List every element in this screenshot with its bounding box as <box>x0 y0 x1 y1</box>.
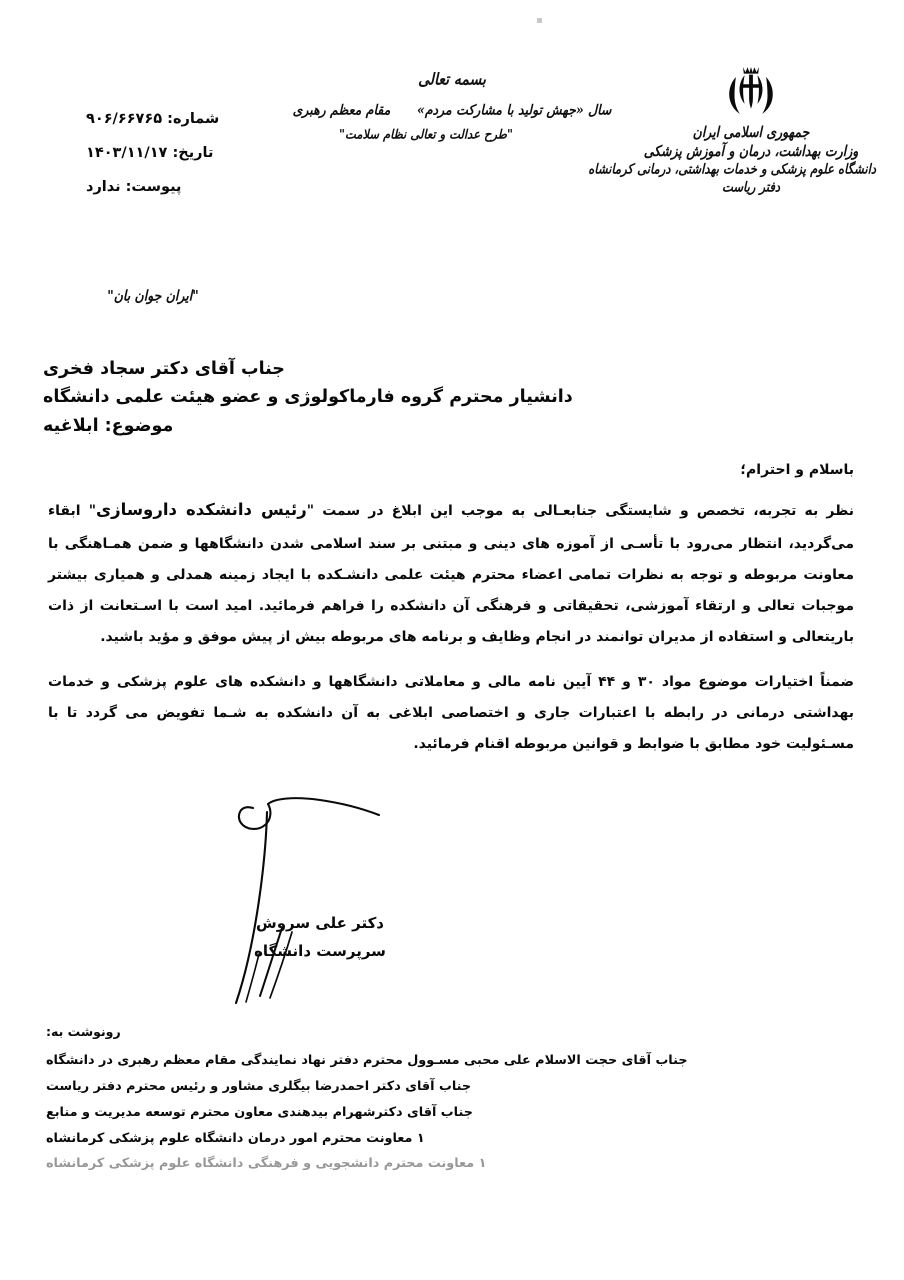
year-slogan-text: سال «جهش تولید با مشارکت مردم» <box>417 101 612 118</box>
reference-attachment: پیوست: ندارد <box>86 179 182 196</box>
signatory-role: سرپرست دانشگاه <box>254 941 386 960</box>
addressee-title: دانشیار محترم گروه فارماکولوژی و عضو هیئت علمی دانشگاه <box>43 387 573 408</box>
signatory-name: دکتر علی سروش <box>256 914 384 932</box>
reference-date: تاریخ: ۱۴۰۳/۱۱/۱۷ <box>86 145 214 162</box>
addressee-block <box>43 355 858 440</box>
salutation: باسلام و احترام؛ <box>740 462 854 478</box>
letter-subject: موضوع: ابلاغیه <box>43 415 174 436</box>
letterhead-line-republic: جمهوری اسلامی ایران <box>692 122 810 141</box>
cc-item: جناب آقای دکتر احمدرضا بیگلری مشاور و رئیس محترم دفتر ریاست <box>46 1078 472 1094</box>
reference-block <box>86 112 234 215</box>
letterhead-line-ministry: وزارت بهداشت، درمان و آموزش پزشکی <box>643 141 859 160</box>
cc-item: جناب آقای حجت الاسلام علی محبی مسـوول محترم دفتر نهاد نمایندگی مقام معظم رهبری در دانشگاه <box>46 1053 688 1068</box>
handwritten-signature-icon <box>196 782 526 1022</box>
scan-artifact-speck <box>537 18 542 23</box>
letterhead-line-university: دانشگاه علوم پزشکی و خدمات بهداشتی، درمانی کرمانشاه <box>588 160 876 177</box>
body-paragraph-2: ضمناً اختیارات موضوع مواد ۳۰ و ۴۴ آیین نامه مالی و معاملاتی دانشگاهها و دانشکده های علوم پزشکی و خدمات بهداشتی درمانی در رابطه با اعتبارات جاری و اختصاصی ابلاغی به آن دانشکده به شـما تفویض می گردد تا با مسـئولیت خود مطابق با ضوابط و قوانین مربوطه اقنام فرمائید. <box>48 673 854 753</box>
letterhead <box>588 62 876 197</box>
cc-title: رونوشت به: <box>46 1024 121 1039</box>
health-system-motto: "طرح عدالت و تعالی نظام سلامت" <box>339 126 513 142</box>
addressee-name: جناب آقای دکتر سجاد فخری <box>43 359 285 379</box>
year-slogan <box>272 101 632 118</box>
paragraph-1-part-1: نظر به تجربه، تخصص و شایستگی جنابعـالی به موجب این ابلاغ در سمت " <box>306 503 855 519</box>
letter-body <box>48 462 854 774</box>
invocation-block <box>272 72 632 141</box>
body-paragraph-1 <box>48 492 854 653</box>
year-slogan-source: مقام معظم رهبری <box>292 101 391 118</box>
paragraph-1-part-2: " ابقاء می‌گردید، انتظار می‌رود با تأسـی از آموزه های دینی و مبتنی بر سند اسلامی شدن دانشگاهها و ضمن همـاهنگی با معاونت مربوطه و توجه به نظرات تمامی اعضاء محترم هیئت علمی دانشـکده با ایجاد زمینه همدلی و همیاری بیشتر موجبات تعالی و ارتقاء آموزشی، تحقیقاتی و فرهنگی آن دانشکده را فراهم فرمائید. امید است با اسـتعانت از ذات باریتعالی و استفاده از مدیران توانمند در انجام وظایف و برنامه های مربوطه بیش از پیش موفق و مؤید باشید. <box>48 503 854 645</box>
letterhead-line-office: دفتر ریاست <box>721 178 781 195</box>
cc-item: ۱ معاونت محترم دانشجویی و فرهنگی دانشگاه علوم پزشکی کرمانشاه <box>46 1156 487 1172</box>
carbon-copy-block <box>46 1024 858 1177</box>
besmeh-taala-text: بسمه تعالی <box>418 70 486 90</box>
reference-number: شماره: ۹۰۶/۶۶۷۶۵ <box>86 111 220 127</box>
iran-javan-ban-slogan: "ایران جوان بان" <box>107 286 199 305</box>
cc-item: ۱ معاونت محترم امور درمان دانشگاه علوم پزشکی کرمانشاه <box>46 1130 425 1146</box>
iran-national-emblem-icon <box>721 62 781 118</box>
signatory-identity <box>210 910 430 966</box>
cc-item: جناب آقای دکترشهرام بیدهندی معاون محترم توسعه مدیریت و منابع <box>46 1104 473 1120</box>
signature-block <box>196 782 526 1022</box>
appointed-position-emphasis: رئیس دانشکده داروسازی <box>96 500 307 519</box>
